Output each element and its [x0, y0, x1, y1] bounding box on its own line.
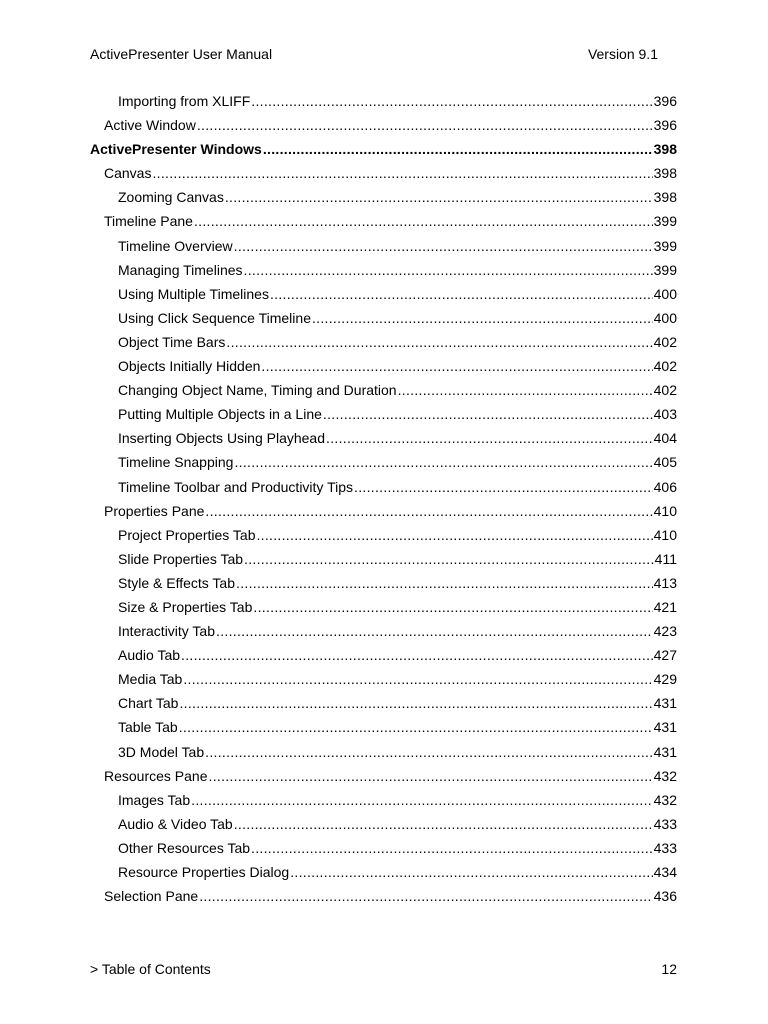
- toc-entry-title[interactable]: Table Tab: [118, 719, 178, 736]
- toc-dot-leader: [270, 282, 653, 306]
- toc-dot-leader: [326, 426, 653, 450]
- toc-entry-page-number[interactable]: 405: [653, 454, 677, 471]
- toc-entry-page-number[interactable]: 413: [653, 574, 677, 591]
- toc-entry-title[interactable]: Style & Effects Tab: [118, 574, 235, 591]
- toc-entry-title[interactable]: Timeline Toolbar and Productivity Tips: [118, 478, 353, 495]
- toc-dot-leader: [199, 884, 652, 908]
- toc-entry[interactable]: [90, 402, 677, 426]
- toc-entry-title[interactable]: Active Window: [104, 117, 196, 134]
- toc-entry-page-number[interactable]: 400: [653, 309, 677, 326]
- toc-entry-page-number[interactable]: 431: [653, 743, 677, 760]
- toc-entry-title[interactable]: Canvas: [104, 165, 152, 182]
- toc-entry-title[interactable]: Changing Object Name, Timing and Duration: [118, 382, 397, 399]
- toc-entry[interactable]: [90, 330, 677, 354]
- toc-entry-title[interactable]: ActivePresenter Windows: [90, 141, 262, 158]
- toc-dot-leader: [251, 89, 652, 113]
- toc-dot-leader: [323, 402, 653, 426]
- toc-entry-page-number[interactable]: 406: [653, 478, 677, 495]
- toc-entry[interactable]: [90, 234, 677, 258]
- toc-entry[interactable]: [90, 499, 677, 523]
- toc-entry-page-number[interactable]: 399: [653, 261, 677, 278]
- toc-entry-title[interactable]: Slide Properties Tab: [118, 550, 244, 567]
- toc-entry[interactable]: [90, 788, 677, 812]
- toc-entry[interactable]: [90, 764, 677, 788]
- toc-dot-leader: [398, 378, 653, 402]
- toc-dot-leader: [225, 185, 653, 209]
- toc-entry-title[interactable]: Audio Tab: [118, 647, 181, 664]
- toc-entry[interactable]: [90, 740, 677, 764]
- toc-entry-page-number[interactable]: 398: [653, 189, 677, 206]
- toc-entry-page-number[interactable]: 431: [653, 719, 677, 736]
- toc-entry[interactable]: [90, 547, 677, 571]
- toc-entry-title[interactable]: Zooming Canvas: [118, 189, 224, 206]
- toc-entry-page-number[interactable]: 402: [653, 333, 677, 350]
- toc-entry-title[interactable]: Selection Pane: [104, 888, 199, 905]
- footer-section-link[interactable]: > Table of Contents: [90, 961, 211, 977]
- toc-entry-page-number[interactable]: 421: [653, 598, 677, 615]
- toc-dot-leader: [312, 306, 653, 330]
- toc-entry-title[interactable]: Images Tab: [118, 791, 191, 808]
- toc-entry-page-number[interactable]: 434: [653, 864, 677, 880]
- page-footer: [90, 960, 677, 978]
- toc-entry-page-number[interactable]: 400: [653, 285, 677, 302]
- document-version: Version 9.1: [587, 46, 658, 62]
- toc-entry-page-number[interactable]: 398: [653, 141, 677, 158]
- toc-entry-title[interactable]: Size & Properties Tab: [118, 598, 253, 615]
- toc-entry[interactable]: [90, 571, 677, 595]
- toc-dot-leader: [244, 547, 654, 571]
- toc-entry-title[interactable]: Timeline Pane: [104, 213, 193, 230]
- toc-entry[interactable]: [90, 475, 677, 499]
- toc-dot-leader: [256, 523, 652, 547]
- toc-entry-title[interactable]: Resources Pane: [104, 767, 208, 784]
- toc-entry[interactable]: [90, 836, 677, 860]
- page-number: 12: [661, 961, 677, 977]
- toc-entry-title[interactable]: Using Click Sequence Timeline: [118, 309, 311, 326]
- toc-entry-title[interactable]: Audio & Video Tab: [118, 815, 233, 832]
- toc-entry-title[interactable]: Putting Multiple Objects in a Line: [118, 406, 322, 423]
- toc-entry-page-number[interactable]: 402: [653, 358, 677, 375]
- page-header: [90, 45, 677, 63]
- toc-dot-leader: [183, 667, 652, 691]
- toc-entry[interactable]: [90, 715, 677, 739]
- toc-entry[interactable]: [90, 185, 677, 209]
- toc-entry-title[interactable]: Properties Pane: [104, 502, 205, 519]
- toc-entry[interactable]: [90, 884, 677, 908]
- toc-entry-page-number[interactable]: 398: [653, 165, 677, 182]
- toc-entry-page-number[interactable]: 402: [653, 382, 677, 399]
- toc-entry[interactable]: [90, 667, 677, 691]
- toc-dot-leader: [226, 330, 652, 354]
- toc-entry-title[interactable]: Managing Timelines: [118, 261, 243, 278]
- toc-entry-title[interactable]: Timeline Snapping: [118, 454, 234, 471]
- toc-dot-leader: [290, 860, 652, 884]
- toc-dot-leader: [205, 740, 653, 764]
- toc-entry-page-number[interactable]: 423: [653, 623, 677, 640]
- toc-entry[interactable]: [90, 89, 677, 113]
- toc-entry-title[interactable]: Other Resources Tab: [118, 839, 251, 856]
- toc-entry-title[interactable]: Using Multiple Timelines: [118, 285, 269, 302]
- toc-entry-title[interactable]: Importing from XLIFF: [118, 93, 251, 109]
- toc-dot-leader: [253, 595, 652, 619]
- toc-entry-title[interactable]: Object Time Bars: [118, 333, 226, 350]
- toc-entry-title[interactable]: Interactivity Tab: [118, 623, 216, 640]
- toc-dot-leader: [191, 788, 653, 812]
- toc-dot-leader: [244, 258, 653, 282]
- toc-dot-leader: [234, 450, 652, 474]
- toc-entry[interactable]: [90, 860, 677, 884]
- toc-entry-page-number[interactable]: 427: [653, 647, 677, 664]
- toc-dot-leader: [234, 234, 653, 258]
- toc-entry-page-number[interactable]: 433: [653, 839, 677, 856]
- toc-dot-leader: [261, 354, 652, 378]
- toc-entry-page-number[interactable]: 410: [653, 502, 677, 519]
- toc-entry-page-number[interactable]: 410: [653, 526, 677, 543]
- toc-entry[interactable]: [90, 643, 677, 667]
- toc-entry-page-number[interactable]: 436: [653, 888, 677, 905]
- toc-entry[interactable]: [90, 523, 677, 547]
- toc-dot-leader: [236, 571, 653, 595]
- toc-entry[interactable]: [90, 378, 677, 402]
- toc-entry-page-number[interactable]: 399: [653, 213, 677, 230]
- toc-entry[interactable]: [90, 354, 677, 378]
- toc-entry-page-number[interactable]: 404: [653, 430, 677, 447]
- toc-entry[interactable]: [90, 282, 677, 306]
- toc-entry-page-number[interactable]: 431: [653, 695, 677, 712]
- toc-dot-leader: [152, 161, 652, 185]
- table-of-contents: [90, 89, 677, 908]
- toc-entry[interactable]: [90, 450, 677, 474]
- toc-dot-leader: [251, 836, 653, 860]
- toc-dot-leader: [234, 812, 653, 836]
- toc-entry-title[interactable]: Resource Properties Dialog: [118, 864, 290, 880]
- toc-dot-leader: [216, 619, 653, 643]
- toc-entry-page-number[interactable]: 429: [653, 671, 677, 688]
- toc-entry-title[interactable]: Inserting Objects Using Playhead: [118, 430, 325, 447]
- toc-dot-leader: [263, 137, 653, 161]
- document-title: ActivePresenter User Manual: [90, 46, 273, 62]
- toc-dot-leader: [181, 643, 653, 667]
- toc-entry-title[interactable]: Chart Tab: [118, 695, 179, 712]
- toc-entry[interactable]: [90, 619, 677, 643]
- toc-entry-page-number[interactable]: 432: [653, 767, 677, 784]
- toc-entry-title[interactable]: Project Properties Tab: [118, 526, 256, 543]
- toc-dot-leader: [179, 691, 652, 715]
- toc-dot-leader: [197, 113, 653, 137]
- toc-entry-page-number[interactable]: 403: [653, 406, 677, 423]
- toc-entry[interactable]: [90, 137, 677, 161]
- toc-entry[interactable]: [90, 113, 677, 137]
- toc-entry[interactable]: [90, 258, 677, 282]
- toc-dot-leader: [179, 715, 653, 739]
- toc-dot-leader: [354, 475, 653, 499]
- toc-dot-leader: [205, 499, 652, 523]
- toc-entry[interactable]: [90, 691, 677, 715]
- toc-entry-title[interactable]: Objects Initially Hidden: [118, 358, 261, 375]
- toc-dot-leader: [209, 764, 653, 788]
- toc-entry-page-number[interactable]: 399: [653, 237, 677, 254]
- toc-entry-page-number[interactable]: 411: [654, 550, 677, 567]
- toc-entry[interactable]: [90, 306, 677, 330]
- toc-entry-title[interactable]: 3D Model Tab: [118, 743, 205, 760]
- toc-entry-title[interactable]: Timeline Overview: [118, 237, 233, 254]
- toc-entry[interactable]: [90, 812, 677, 836]
- toc-entry-page-number[interactable]: 432: [653, 791, 677, 808]
- toc-entry[interactable]: [90, 426, 677, 450]
- toc-entry-page-number[interactable]: 396: [653, 93, 677, 109]
- toc-entry[interactable]: [90, 161, 677, 185]
- toc-entry-page-number[interactable]: 433: [653, 815, 677, 832]
- toc-dot-leader: [194, 209, 653, 233]
- toc-entry-page-number[interactable]: 396: [653, 117, 677, 134]
- toc-entry[interactable]: [90, 209, 677, 233]
- toc-entry[interactable]: [90, 595, 677, 619]
- toc-entry-title[interactable]: Media Tab: [118, 671, 183, 688]
